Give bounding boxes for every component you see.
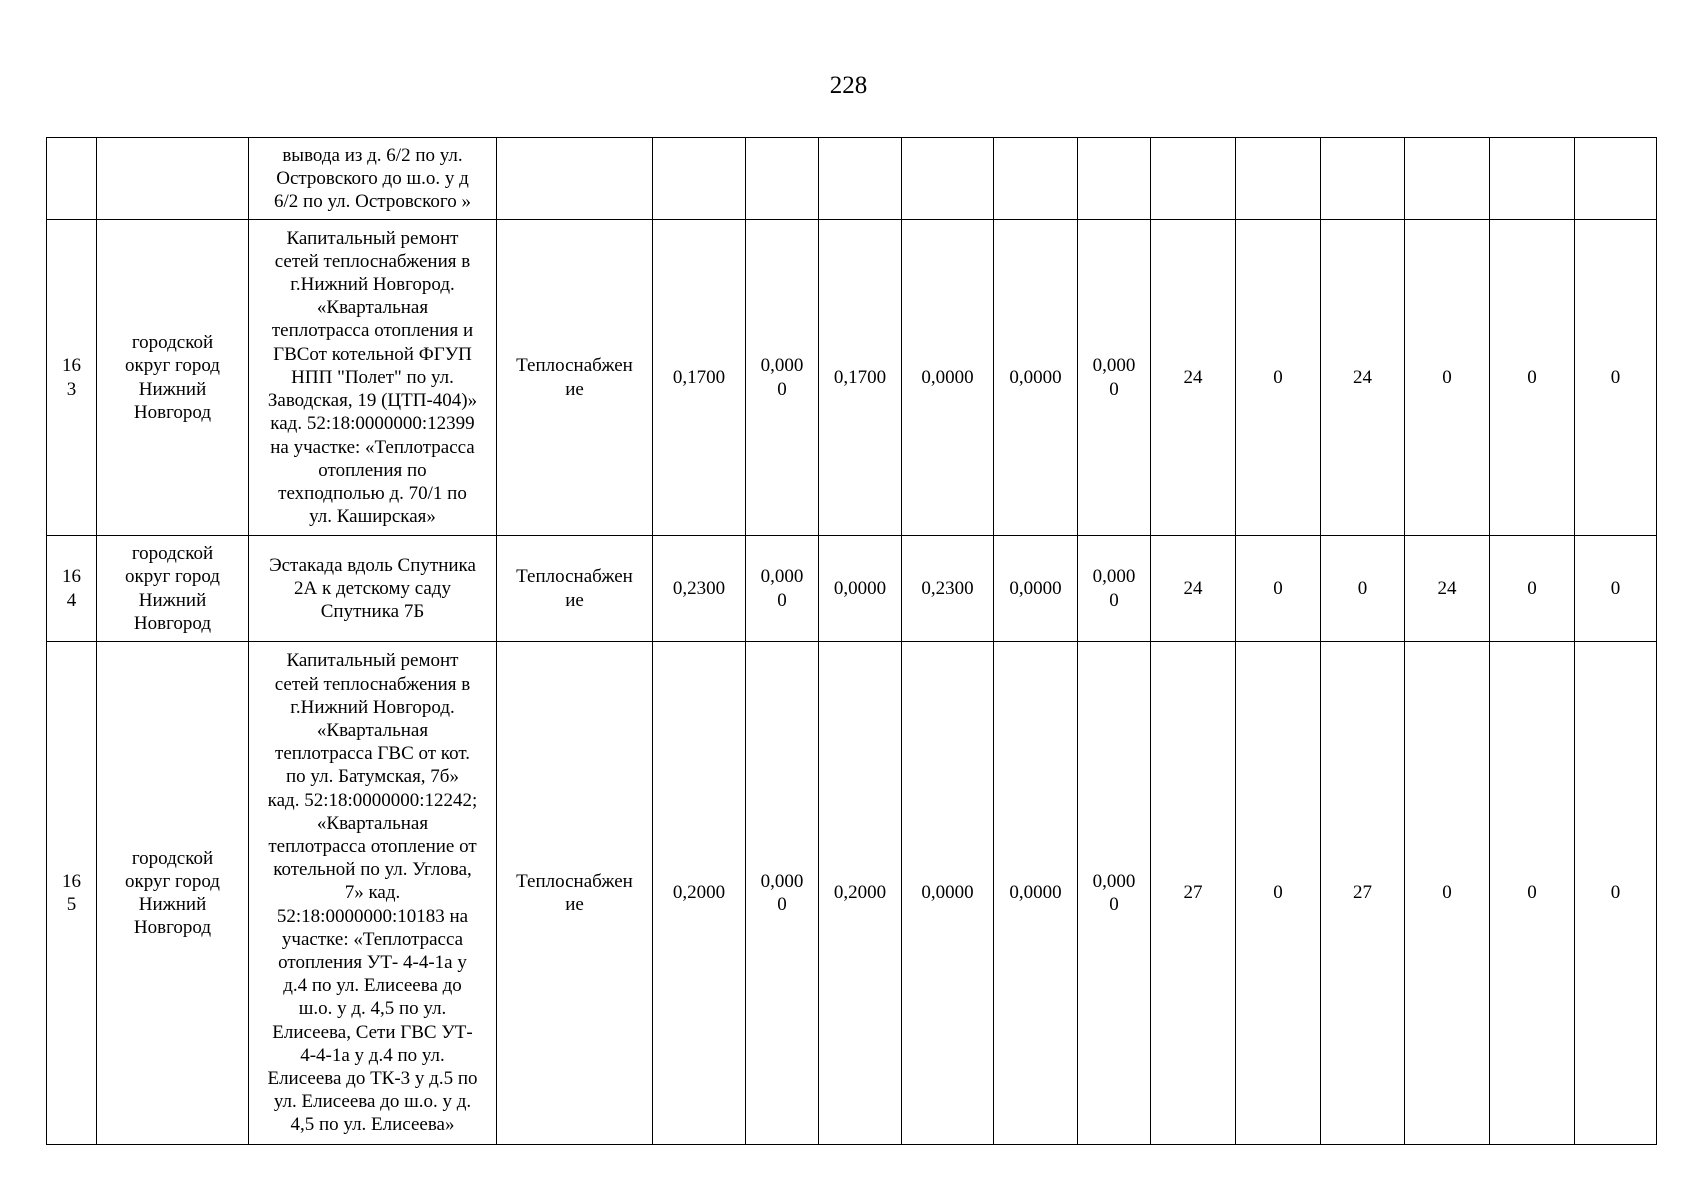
cell-value: 0,0000 [994,536,1078,642]
cell-district: городской округ город Нижний Новгород [97,536,249,642]
cell-description: Капитальный ремонт сетей теплоснабжения в г.Нижний Новгород. «Квартальная теплотрасса ГВС от кот. по ул. Батумская, 7б» кад. 52:18:0000000:12242; «Квартальная теплотрасса отопление от котельной по ул. Углова, 7» кад. 52:18:0000000:10183 на участке: «Теплотрасса отопления УТ- 4-4-1а у д.4 по ул. Елисеева до ш.о. у д. 4,5 по ул. Елисеева, Сети ГВС УТ- 4-4-1а у д.4 по ул. Елисеева до ТК-3 у д.5 по ул. Елисеева до ш.о. у д. 4,5 по ул. Елисеева» [249,642,497,1145]
cell-district: городской округ город Нижний Новгород [97,220,249,536]
table-row [47,536,1657,642]
cell-value: 0,2000 [819,642,902,1145]
cell-value: 27 [1321,642,1405,1145]
table-row [47,642,1657,1145]
cell-district [97,138,249,220]
cell-value: 0,0000 [994,642,1078,1145]
cell-value: 0 [1490,220,1575,536]
cell-type: Теплоснабжен ие [497,642,653,1145]
cell-value: 0 [1405,220,1490,536]
cell-description: Капитальный ремонт сетей теплоснабжения в г.Нижний Новгород. «Квартальная теплотрасса отопления и ГВСот котельной ФГУП НПП "Полет" по ул. Заводская, 19 (ЦТП-404)» кад. 52:18:0000000:12399 на участке: «Теплотрасса отопления по техподполью д. 70/1 по ул. Каширская» [249,220,497,536]
cell-value: 0 [1236,536,1321,642]
cell-value: 0,1700 [819,220,902,536]
cell-number [47,138,97,220]
cell-value: 0,000 0 [746,642,819,1145]
cell-value: 0,0000 [902,220,994,536]
cell-value [902,138,994,220]
cell-value: 0 [1236,220,1321,536]
table-row [47,220,1657,536]
cell-value: 0,2000 [653,642,746,1145]
cell-value [1321,138,1405,220]
cell-value [1405,138,1490,220]
cell-value: 0 [1575,642,1657,1145]
cell-value: 0,2300 [902,536,994,642]
cell-value: 0,0000 [902,642,994,1145]
cell-value [1151,138,1236,220]
cell-value [1575,138,1657,220]
cell-value: 0 [1236,642,1321,1145]
cell-value: 0 [1575,536,1657,642]
cell-value [1490,138,1575,220]
cell-value: 24 [1405,536,1490,642]
data-table [46,137,1657,1145]
cell-type: Теплоснабжен ие [497,536,653,642]
cell-value [819,138,902,220]
cell-value: 24 [1151,536,1236,642]
cell-number: 16 5 [47,642,97,1145]
cell-value [653,138,746,220]
cell-value: 0,0000 [994,220,1078,536]
table-row [47,138,1657,220]
cell-value: 0 [1321,536,1405,642]
cell-value: 0,2300 [653,536,746,642]
cell-value: 0,000 0 [1078,536,1151,642]
cell-value [1236,138,1321,220]
cell-type: Теплоснабжен ие [497,220,653,536]
cell-value: 0,000 0 [1078,642,1151,1145]
cell-value: 0 [1490,536,1575,642]
cell-value: 27 [1151,642,1236,1145]
table-body [47,138,1657,1145]
cell-number: 16 3 [47,220,97,536]
cell-value: 24 [1151,220,1236,536]
cell-value [1078,138,1151,220]
cell-value [746,138,819,220]
cell-number: 16 4 [47,536,97,642]
cell-value [994,138,1078,220]
cell-type [497,138,653,220]
cell-value: 0,1700 [653,220,746,536]
cell-value: 0 [1490,642,1575,1145]
cell-value: 0,000 0 [746,536,819,642]
cell-district: городской округ город Нижний Новгород [97,642,249,1145]
cell-value: 0,0000 [819,536,902,642]
cell-description: Эстакада вдоль Спутника 2А к детскому саду Спутника 7Б [249,536,497,642]
cell-value: 0,000 0 [1078,220,1151,536]
cell-description: вывода из д. 6/2 по ул. Островского до ш.о. у д 6/2 по ул. Островского » [249,138,497,220]
cell-value: 0,000 0 [746,220,819,536]
cell-value: 0 [1575,220,1657,536]
cell-value: 0 [1405,642,1490,1145]
page-number: 228 [829,72,868,99]
cell-value: 24 [1321,220,1405,536]
